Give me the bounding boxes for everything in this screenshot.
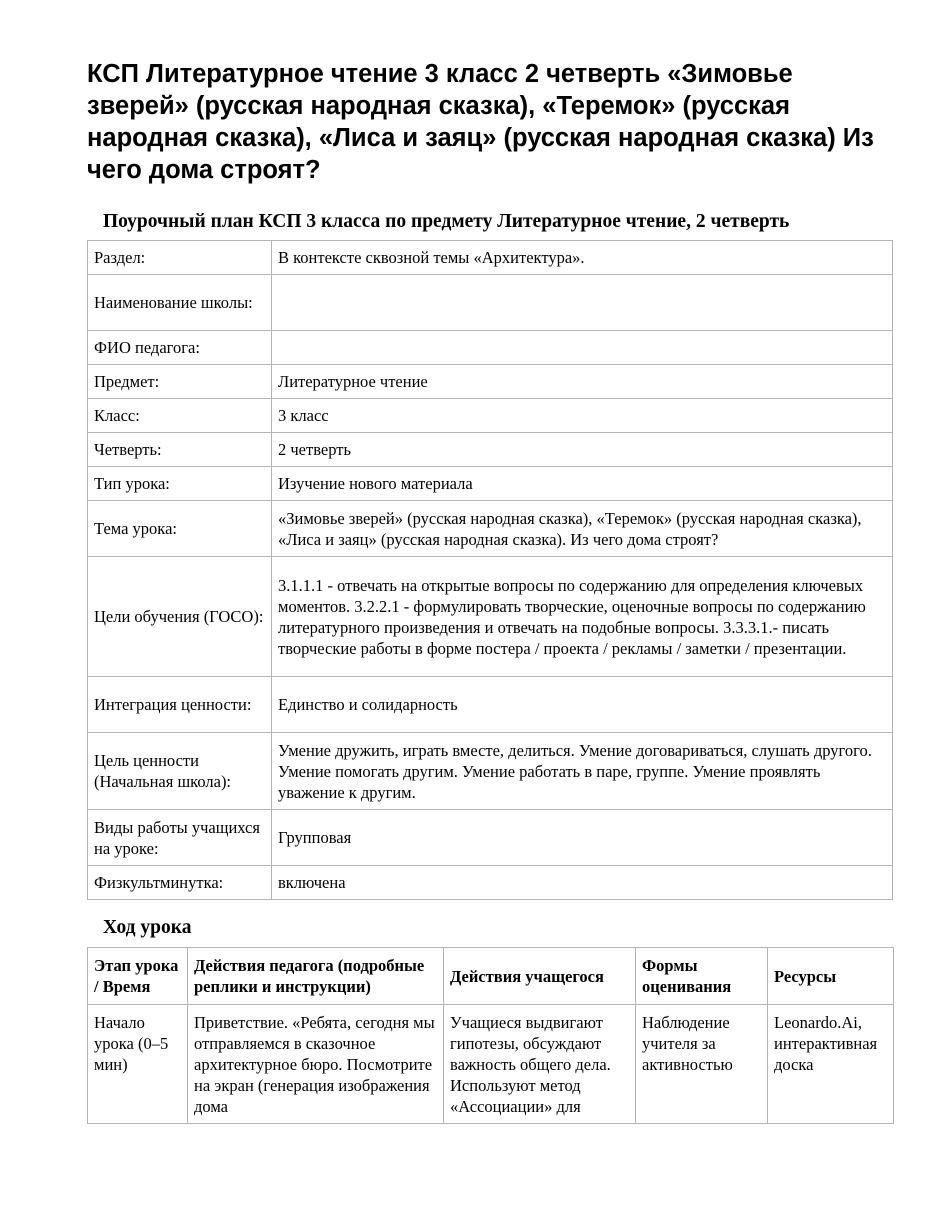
- document-page: [87, 58, 893, 1124]
- document-title: КСП Литературное чтение 3 класс 2 четверть «Зимовье зверей» (русская народная сказка), «Теремок» (русская народная сказка), «Лиса и заяц» (русская народная сказка) Из чего дома строят?: [87, 60, 874, 184]
- plan-label: Тема урока:: [88, 501, 272, 557]
- plan-label: Раздел:: [88, 241, 272, 275]
- lesson-table: [87, 947, 894, 1124]
- plan-label: Виды работы учащихся на уроке:: [88, 810, 272, 866]
- plan-row-razdel: [88, 241, 893, 275]
- cell-text: Наблюдение учителя за активностью: [642, 1013, 733, 1074]
- lesson-header-row: [88, 948, 894, 1005]
- plan-label: ФИО педагога:: [88, 331, 272, 365]
- plan-row-school: [88, 275, 893, 331]
- cell-stage: [88, 1005, 188, 1124]
- cell-text: Учащиеся выдвигают гипотезы, обсуждают важность общего дела. Используют метод «Ассоциации» для: [450, 1013, 611, 1116]
- plan-value: «Зимовье зверей» (русская народная сказка), «Теремок» (русская народная сказка), «Лиса и заяц» (русская народная сказка). Из чего дома строят?: [272, 501, 893, 557]
- cell-text: Приветствие. «Ребята, сегодня мы отправляемся в сказочное архитектурное бюро. Посмотрите на экран (генерация изображения дома: [194, 1013, 435, 1116]
- plan-value: Групповая: [272, 810, 893, 866]
- plan-value: включена: [272, 866, 893, 900]
- plan-row-lesson-type: [88, 467, 893, 501]
- plan-row-teacher: [88, 331, 893, 365]
- plan-label: Физкультминутка:: [88, 866, 272, 900]
- plan-label: Четверть:: [88, 433, 272, 467]
- lesson-heading: Ход урока: [103, 917, 192, 938]
- plan-label: Цель ценности (Начальная школа):: [88, 733, 272, 810]
- plan-heading: Поурочный план КСП 3 класса по предмету Литературное чтение, 2 четверть: [103, 211, 790, 232]
- plan-label: Класс:: [88, 399, 272, 433]
- cell-resources: [768, 1005, 894, 1124]
- cell-teacher: [188, 1005, 444, 1124]
- table-row: [88, 1005, 894, 1124]
- plan-value: Изучение нового материала: [272, 467, 893, 501]
- plan-row-work-types: [88, 810, 893, 866]
- plan-label: Наименование школы:: [88, 275, 272, 331]
- plan-value: Единство и солидарность: [272, 677, 893, 733]
- plan-label: Интеграция ценности:: [88, 677, 272, 733]
- plan-row-value-goal: [88, 733, 893, 810]
- plan-value: Литературное чтение: [272, 365, 893, 399]
- plan-row-subject: [88, 365, 893, 399]
- plan-value: В контексте сквозной темы «Архитектура».: [272, 241, 893, 275]
- plan-value: 3 класс: [272, 399, 893, 433]
- plan-row-goals: [88, 557, 893, 677]
- column-header-teacher: Действия педагога (подробные реплики и инструкции): [188, 948, 444, 1005]
- column-header-stage: Этап урока / Время: [88, 948, 188, 1005]
- plan-label: Предмет:: [88, 365, 272, 399]
- plan-value: [272, 331, 893, 365]
- plan-value: 2 четверть: [272, 433, 893, 467]
- plan-row-values: [88, 677, 893, 733]
- plan-row-exercise: [88, 866, 893, 900]
- plan-value: 3.1.1.1 - отвечать на открытые вопросы по содержанию для определения ключевых моментов. 3.2.2.1 - формулировать творческие, оценочные вопросы по содержанию литературного произведения и отвечать на подобные вопросы. 3.3.3.1.- писать творческие работы в форме постера / проекта / рекламы / заметки / презентации.: [272, 557, 893, 677]
- column-header-assessment: Формы оценивания: [636, 948, 768, 1005]
- plan-label: Тип урока:: [88, 467, 272, 501]
- plan-row-quarter: [88, 433, 893, 467]
- plan-row-class: [88, 399, 893, 433]
- column-header-student: Действия учащегося: [444, 948, 636, 1005]
- cell-assessment: [636, 1005, 768, 1124]
- cell-text: Начало урока (0–5 мин): [94, 1013, 169, 1074]
- cell-student: [444, 1005, 636, 1124]
- column-header-resources: Ресурсы: [768, 948, 894, 1005]
- cell-text: Leonardo.Ai, интерактивная доска: [774, 1013, 878, 1074]
- plan-table: [87, 240, 893, 900]
- plan-label: Цели обучения (ГОСО):: [88, 557, 272, 677]
- plan-value: Умение дружить, играть вместе, делиться. Умение договариваться, слушать другого. Умение помогать другим. Умение работать в паре, группе. Умение проявлять уважение к другим.: [272, 733, 893, 810]
- plan-value: [272, 275, 893, 331]
- plan-row-topic: [88, 501, 893, 557]
